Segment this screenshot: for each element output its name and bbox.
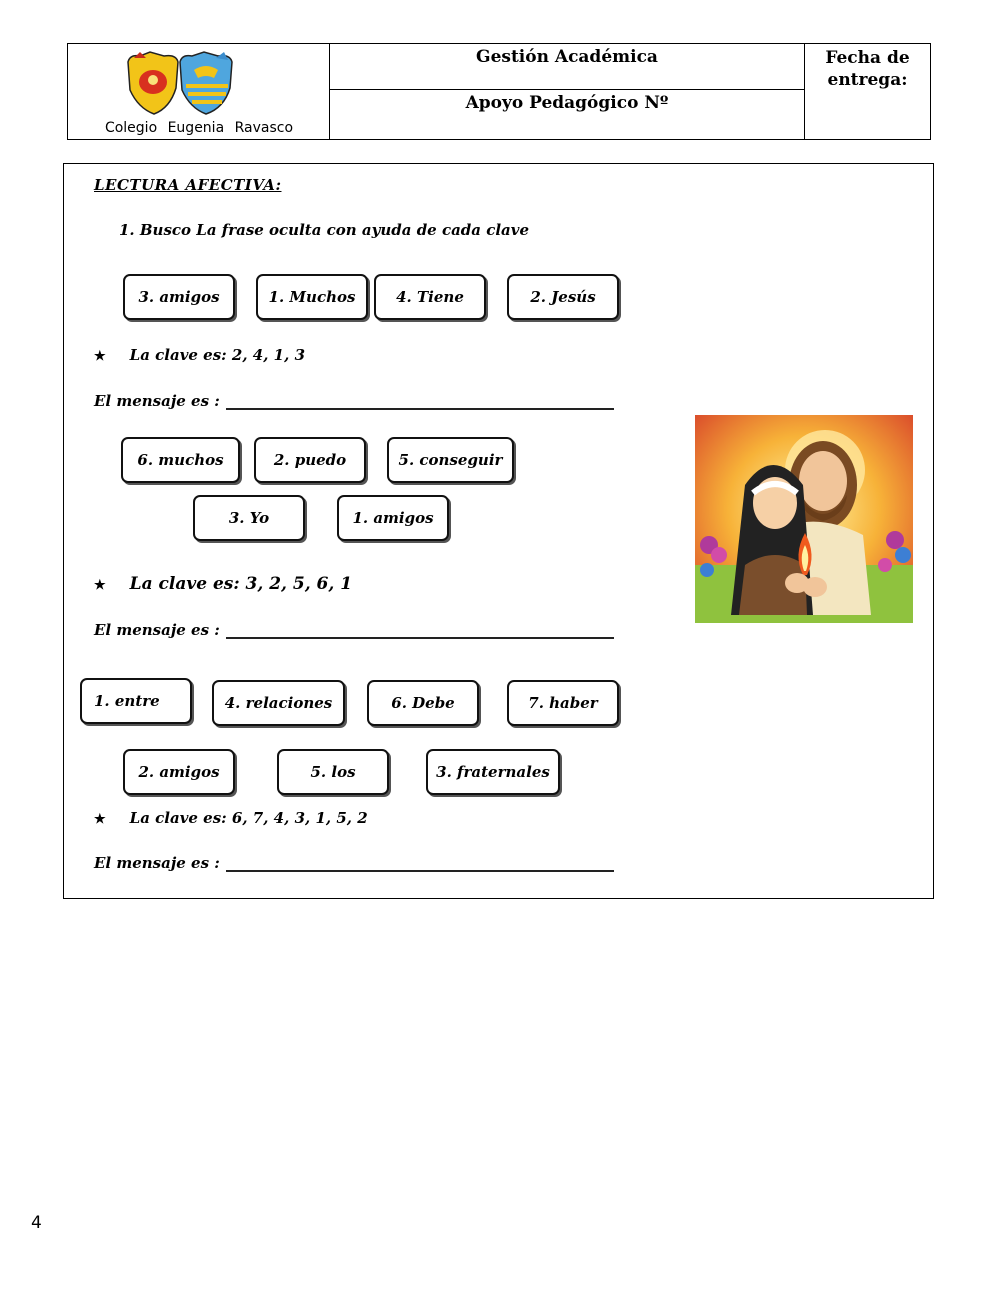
star-bullet-icon: ★ [94, 812, 106, 827]
page-number: 4 [31, 1213, 42, 1233]
delivery-label-line2: entrega: [827, 70, 908, 90]
word-card: 5. los [277, 749, 389, 795]
key-line [94, 809, 368, 827]
message-label: El mensaje es : [94, 854, 220, 872]
worksheet-title: LECTURA AFECTIVA: [94, 176, 282, 194]
key-text: La clave es: 6, 7, 4, 3, 1, 5, 2 [129, 809, 368, 827]
instruction: 1. Busco La frase oculta con ayuda de cada clave [119, 221, 530, 239]
word-card: 1. amigos [337, 495, 449, 541]
word-card: 4. relaciones [212, 680, 345, 726]
message-label: El mensaje es : [94, 392, 220, 410]
area-title: Gestión Académica [330, 44, 804, 90]
word-card: 7. haber [507, 680, 619, 726]
word-card: 2. puedo [254, 437, 366, 483]
key-text: La clave es: 3, 2, 5, 6, 1 [129, 574, 353, 594]
message-line [94, 392, 614, 410]
message-line [94, 854, 614, 872]
star-bullet-icon: ★ [94, 349, 106, 364]
word-card: 4. Tiene [374, 274, 486, 320]
answer-blank[interactable] [226, 394, 614, 410]
word-card: 5. conseguir [387, 437, 514, 483]
word-card: 1. Muchos [256, 274, 368, 320]
support-title: Apoyo Pedagógico Nº [465, 93, 669, 113]
star-bullet-icon: ★ [94, 578, 106, 593]
message-line [94, 621, 614, 639]
key-line [94, 346, 305, 364]
key-text: La clave es: 2, 4, 1, 3 [129, 346, 306, 364]
word-card: 3. fraternales [426, 749, 560, 795]
answer-blank[interactable] [226, 856, 614, 872]
school-shields-logo-icon [120, 48, 240, 118]
logo-cell [68, 44, 330, 139]
document-header [67, 43, 931, 140]
answer-blank[interactable] [226, 623, 614, 639]
word-card: 6. muchos [121, 437, 240, 483]
key-line [94, 574, 352, 594]
word-card: 6. Debe [367, 680, 479, 726]
delivery-label-line1: Fecha de [825, 48, 910, 68]
delivery-date-cell [804, 44, 930, 139]
school-name: Colegio Eugenia Ravasco [104, 120, 294, 136]
word-card: 2. amigos [123, 749, 235, 795]
word-card: 2. Jesús [507, 274, 619, 320]
word-card: 1. entre [80, 678, 192, 724]
nun-and-jesus-illustration-icon [695, 415, 913, 623]
message-label: El mensaje es : [94, 621, 220, 639]
word-card: 3. amigos [123, 274, 235, 320]
word-card: 3. Yo [193, 495, 305, 541]
